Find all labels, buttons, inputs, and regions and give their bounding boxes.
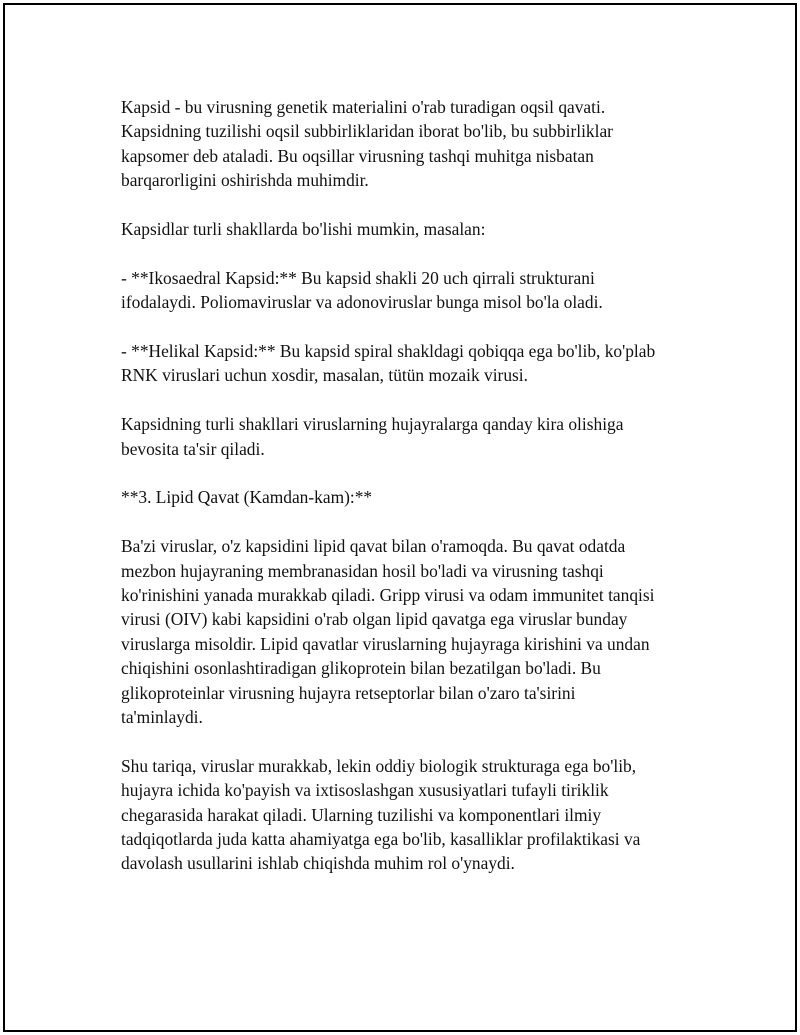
list-item-ikosaedral: - **Ikosaedral Kapsid:** Bu kapsid shakli 20 uch qirrali strukturani ifodalaydi. Poliomaviruslar va adonoviruslar bunga misol bo'la oladi. bbox=[121, 267, 603, 313]
paragraph-kapsid-intro: Kapsid - bu virusning genetik materialini o'rab turadigan oqsil qavati. Kapsidning tuzilishi oqsil subbirliklaridan iborat bo'lib, bu subbirliklar kapsomer deb ataladi. Bu oqsillar virusning tashqi muhitga nisbatan barqarorligini oshirishda muhimdir. bbox=[121, 97, 613, 191]
paragraph-kapsid-shapes: Kapsidlar turli shakllarda bo'lishi mumkin, masalan: bbox=[121, 219, 486, 240]
paragraph-kapsid-effect: Kapsidning turli shakllari viruslarning hujayralarga qanday kira olishiga bevosita ta'sir qiladi. bbox=[121, 414, 624, 459]
paragraph-lipid-layer: Ba'zi viruslar, o'z kapsidini lipid qavat bilan o'ramoqda. Bu qavat odatda mezbon hujayraning membranasidan hosil bo'ladi va virusning tashqi ko'rinishini yanada murakkab qiladi. Gripp virusi va odam immunitet tanqisi virusi (OIV) kabi kapsidini o'rab olgan lipid qavatga ega viruslar bunday viruslarga misoldir. Lipid qavatlar viruslarning hujayraga kirishini va undan chiqishini osonlashtiradigan glikoprotein bilan bezatilgan bo'ladi. Bu glikoproteinlar virusning hujayra retseptorlar bilan o'zaro ta'sirini ta'minlaydi. bbox=[121, 536, 655, 728]
page-frame bbox=[3, 3, 797, 1032]
paragraph-conclusion: Shu tariqa, viruslar murakkab, lekin oddiy biologik strukturaga ega bo'lib, hujayra ichida ko'payish va ixtisoslashgan xususiyatlari tufayli tiriklik chegarasida harakat qiladi. Ularning tuzilishi va komponentlari ilmiy tadqiqotlarda juda katta ahamiyatga ega bo'lib, kasalliklar profilaktikasi va davolash usullarini ishlab chiqishda muhim rol o'ynaydi. bbox=[121, 755, 641, 874]
section-heading-lipid: **3. Lipid Qavat (Kamdan-kam):** bbox=[121, 487, 373, 508]
document-body bbox=[121, 95, 701, 900]
list-item-helikal: - **Helikal Kapsid:** Bu kapsid spiral shakldagi qobiqqa ega bo'lib, ko'plab RNK viruslari uchun xosdir, masalan, tütün mozaik virusi. bbox=[121, 341, 656, 386]
